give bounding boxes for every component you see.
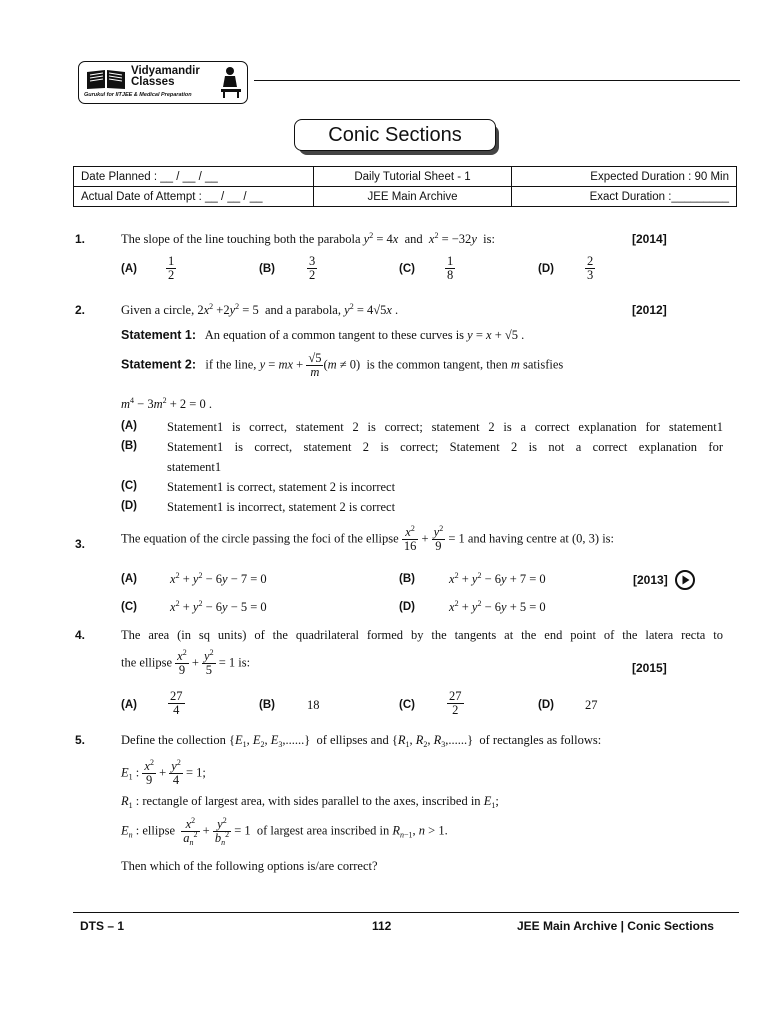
q5-text: Define the collection {$E_1$, $E_2$, $E_3$,......} of ellipses and {$R_1$, $R_2$, $R_3$,......} of rectangles as follows: — [121, 733, 602, 749]
q3-option-c-eq: $x^2 + y^2 - 6y - 5 = 0$ — [170, 599, 267, 614]
q1-year: [2014] — [632, 232, 667, 246]
q4-value-b: 18 — [307, 698, 320, 712]
q1-option-a[interactable]: (A) — [121, 263, 137, 275]
q5-r1-definition: $R_1$ : rectangle of largest area, with sides parallel to the axes, inscribed in $E_1$; — [121, 794, 499, 810]
q2-text: Given a circle, $2x^2 +2y^2 = 5$ and a parabola, $y^2 = 4√5x$ . — [121, 302, 399, 317]
logo-name-1: Vidyamandir — [131, 65, 200, 77]
q1-option-b[interactable]: (B) — [259, 263, 275, 275]
q3-option-c[interactable]: (C) — [121, 601, 137, 613]
q1-fraction-d: $\frac{2}{3}$ — [587, 254, 594, 282]
q1-number: 1. — [75, 232, 86, 246]
q4-line-1: The area (in sq units) of the quadrilateral formed by the tangents at the end point of the latera recta to — [121, 628, 723, 642]
exact-duration: Exact Duration :_________ — [512, 187, 737, 207]
q3-option-b[interactable]: (B) — [399, 573, 415, 585]
book-icon — [85, 68, 127, 90]
q5-then: Then which of the following options is/are correct? — [121, 859, 378, 873]
q4-option-c[interactable]: (C) — [399, 699, 415, 711]
q3-text: The equation of the circle passing the foci of the ellipse $\frac{x^2}{16}$ + $\frac{y^2}{9}$ = 1 and having centre at (0, 3) is: — [121, 524, 615, 553]
logo-name-2: Classes — [131, 76, 175, 88]
q4-option-b[interactable]: (B) — [259, 699, 275, 711]
q3-option-d-eq: $x^2 + y^2 - 6y + 5 = 0$ — [449, 599, 546, 614]
q2-option-d[interactable]: (D) — [121, 500, 137, 512]
sheet-name: Daily Tutorial Sheet - 1 — [314, 167, 512, 187]
q5-e1-definition: $E_1$ : $\frac{x^2}{9}$ + $\frac{y^2}{4}$ = 1; — [121, 758, 206, 787]
q3-year: [2013] — [633, 573, 668, 587]
page-title: Conic Sections — [294, 119, 496, 151]
q2-option-c-text: Statement1 is correct, statement 2 is incorrect — [167, 480, 396, 494]
q4-fraction-a: $\frac{27}{4}$ — [170, 689, 183, 717]
q3-option-a[interactable]: (A) — [121, 573, 137, 585]
logo-tagline: Gurukul for IITJEE & Medical Preparation — [84, 92, 192, 98]
q4-option-a[interactable]: (A) — [121, 699, 137, 711]
footer-rule — [73, 912, 739, 913]
q2-number: 2. — [75, 303, 86, 317]
q4-number: 4. — [75, 628, 86, 642]
actual-date: Actual Date of Attempt : __ / __ / __ — [74, 187, 314, 207]
q2-option-b[interactable]: (B) — [121, 440, 137, 452]
q3-option-a-eq: $x^2 + y^2 - 6y - 7 = 0$ — [170, 571, 267, 586]
q1-fraction-c: $\frac{1}{8}$ — [447, 254, 454, 282]
q2-option-a-text: Statement1 is correct, statement 2 is correct; statement 2 is a correct explanation for statement1 — [167, 420, 723, 434]
q2-statement-1: Statement 1: An equation of a common tangent to these curves is y = x + √5 . — [121, 328, 525, 342]
q1-option-d[interactable]: (D) — [538, 263, 554, 275]
q1-text: The slope of the line touching both the parabola $y^2 = 4x$ and $x^2 = -32y$ is: — [121, 231, 495, 246]
q2-equation: $m^4 - 3m^2 + 2 = 0$ . — [121, 396, 212, 411]
q4-fraction-c: $\frac{27}{2}$ — [449, 689, 462, 717]
q2-option-a[interactable]: (A) — [121, 420, 137, 432]
q5-en-definition: $E_n$ : ellipse $\frac{x^2}{a_n^2}$ + $\frac{y^2}{b_n^2}$ = 1 of largest area inscribed in $R_{n-1}$, n > 1. — [121, 816, 448, 847]
header-rule — [254, 80, 740, 81]
logo — [78, 61, 248, 104]
footer-right: JEE Main Archive | Conic Sections — [517, 919, 714, 933]
q3-number: 3. — [75, 537, 86, 551]
expected-duration: Expected Duration : 90 Min — [512, 167, 737, 187]
q4-option-d[interactable]: (D) — [538, 699, 554, 711]
q4-line-2: the ellipse $\frac{x^2}{9}$ + $\frac{y^2}{5}$ = 1 is: — [121, 648, 251, 677]
q2-option-d-text: Statement1 is incorrect, statement 2 is correct — [167, 500, 396, 514]
q2-option-b-text-cont: statement1 — [167, 460, 222, 474]
student-desk-icon — [219, 65, 243, 99]
q4-value-d: 27 — [585, 698, 598, 712]
q2-statement-2: Statement 2: if the line, y = mx + $\frac{√5}{m}$ (m ≠ 0) is the common tangent, then m satisfies — [121, 351, 564, 379]
q1-fraction-a: $\frac{1}{2}$ — [168, 254, 175, 282]
info-table — [73, 166, 737, 207]
q1-fraction-b: $\frac{3}{2}$ — [309, 254, 316, 282]
q3-option-b-eq: $x^2 + y^2 - 6y + 7 = 0$ — [449, 571, 546, 586]
q2-year: [2012] — [632, 303, 667, 317]
q5-number: 5. — [75, 733, 86, 747]
q3-option-d[interactable]: (D) — [399, 601, 415, 613]
q1-option-c[interactable]: (C) — [399, 263, 415, 275]
footer-left: DTS – 1 — [80, 919, 125, 933]
archive-name: JEE Main Archive — [314, 187, 512, 207]
page-number: 112 — [372, 919, 392, 933]
q4-year: [2015] — [632, 661, 667, 675]
date-planned: Date Planned : __ / __ / __ — [74, 167, 314, 187]
q2-option-c[interactable]: (C) — [121, 480, 137, 492]
play-video-icon[interactable] — [674, 569, 696, 591]
q2-option-b-text: Statement1 is correct, statement 2 is correct; Statement 2 is not a correct explanation for — [167, 440, 723, 454]
